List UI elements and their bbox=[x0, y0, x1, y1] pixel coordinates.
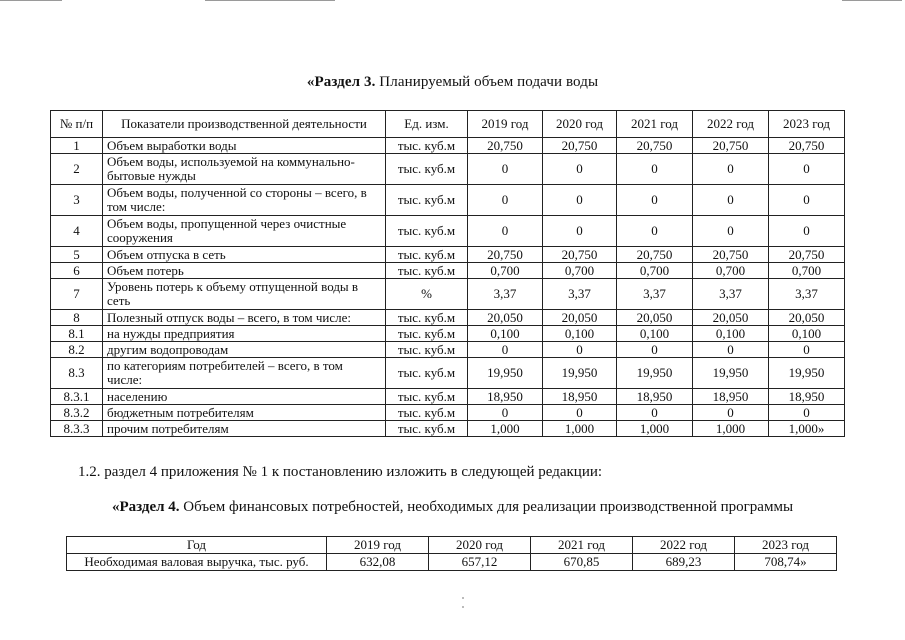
section4-title bbox=[0, 499, 905, 516]
col-header-2023: 2023 год bbox=[735, 537, 837, 554]
value-2023: 3,37 bbox=[769, 279, 845, 310]
value-2022: 0 bbox=[693, 185, 769, 216]
col-header-unit: Ед. изм. bbox=[386, 111, 468, 138]
row-num: 7 bbox=[51, 279, 103, 310]
value-2021: 20,050 bbox=[617, 310, 693, 326]
row-num: 2 bbox=[51, 154, 103, 185]
section4-title-bold: «Раздел 4. bbox=[111, 499, 180, 515]
value-2020: 20,750 bbox=[543, 247, 617, 263]
value-2021: 20,750 bbox=[617, 138, 693, 154]
value-2022: 1,000 bbox=[693, 421, 769, 437]
value-2022: 0,100 bbox=[693, 326, 769, 342]
table-row bbox=[51, 389, 845, 405]
value-2019: 18,950 bbox=[468, 389, 543, 405]
value-2021: 18,950 bbox=[617, 389, 693, 405]
value-2021: 0 bbox=[617, 154, 693, 185]
row-unit: тыс. куб.м bbox=[386, 154, 468, 185]
value-2022: 3,37 bbox=[693, 279, 769, 310]
row-num: 6 bbox=[51, 263, 103, 279]
row-num: 8.1 bbox=[51, 326, 103, 342]
value-2023: 0,100 bbox=[769, 326, 845, 342]
table-header-row bbox=[51, 111, 845, 138]
row-label: бюджетным потребителям bbox=[103, 405, 386, 421]
value-2020: 20,750 bbox=[543, 138, 617, 154]
value-2019: 0 bbox=[468, 216, 543, 247]
row-label: Уровень потерь к объему отпущенной воды в сеть bbox=[103, 279, 386, 310]
financial-needs-table bbox=[66, 536, 837, 571]
row-num: 4 bbox=[51, 216, 103, 247]
col-header-num: № п/п bbox=[51, 111, 103, 138]
value-2019: 632,08 bbox=[327, 554, 429, 571]
row-num: 8 bbox=[51, 310, 103, 326]
value-2022: 0 bbox=[693, 216, 769, 247]
value-2022: 0 bbox=[693, 405, 769, 421]
section3-title-rest: Планируемый объем подачи воды bbox=[375, 74, 599, 90]
value-2021: 0,100 bbox=[617, 326, 693, 342]
row-unit: тыс. куб.м bbox=[386, 216, 468, 247]
value-2019: 3,37 bbox=[468, 279, 543, 310]
col-header-2020: 2020 год bbox=[429, 537, 531, 554]
table-row bbox=[67, 554, 837, 571]
value-2019: 0 bbox=[468, 185, 543, 216]
value-2020: 20,050 bbox=[543, 310, 617, 326]
table-row bbox=[51, 138, 845, 154]
col-header-2022: 2022 год bbox=[633, 537, 735, 554]
row-unit: тыс. куб.м bbox=[386, 389, 468, 405]
row-num: 8.3.2 bbox=[51, 405, 103, 421]
top-rule-right bbox=[842, 0, 902, 1]
col-header-2019: 2019 год bbox=[327, 537, 429, 554]
row-label: Полезный отпуск воды – всего, в том числе: bbox=[103, 310, 386, 326]
col-header-year: Год bbox=[67, 537, 327, 554]
section3-title-bold: «Раздел 3. bbox=[306, 74, 376, 90]
row-num: 1 bbox=[51, 138, 103, 154]
value-2022: 19,950 bbox=[693, 358, 769, 389]
row-unit: тыс. куб.м bbox=[386, 358, 468, 389]
value-2020: 0 bbox=[543, 342, 617, 358]
row-num: 8.3.1 bbox=[51, 389, 103, 405]
value-2020: 19,950 bbox=[543, 358, 617, 389]
row-label: Объем воды, полученной со стороны – всего, в том числе: bbox=[103, 185, 386, 216]
value-2022: 18,950 bbox=[693, 389, 769, 405]
row-unit: тыс. куб.м bbox=[386, 310, 468, 326]
amendment-paragraph: 1.2. раздел 4 приложения № 1 к постановлению изложить в следующей редакции: bbox=[78, 464, 603, 480]
value-2023: 19,950 bbox=[769, 358, 845, 389]
value-2019: 0 bbox=[468, 405, 543, 421]
top-rule-left bbox=[0, 0, 62, 1]
table-row bbox=[51, 247, 845, 263]
value-2020: 0 bbox=[543, 216, 617, 247]
col-header-2021: 2021 год bbox=[531, 537, 633, 554]
value-2019: 0,100 bbox=[468, 326, 543, 342]
col-header-2019: 2019 год bbox=[468, 111, 543, 138]
row-label: Объем отпуска в сеть bbox=[103, 247, 386, 263]
table-row bbox=[51, 263, 845, 279]
col-header-2021: 2021 год bbox=[617, 111, 693, 138]
value-2023: 20,750 bbox=[769, 138, 845, 154]
value-2023: 0 bbox=[769, 405, 845, 421]
value-2023: 0,700 bbox=[769, 263, 845, 279]
row-unit: тыс. куб.м bbox=[386, 342, 468, 358]
value-2020: 0,100 bbox=[543, 326, 617, 342]
value-2023: 0 bbox=[769, 185, 845, 216]
row-unit: тыс. куб.м bbox=[386, 263, 468, 279]
value-2021: 1,000 bbox=[617, 421, 693, 437]
value-2019: 20,750 bbox=[468, 247, 543, 263]
value-2022: 20,750 bbox=[693, 247, 769, 263]
row-label: Объем потерь bbox=[103, 263, 386, 279]
col-header-2023: 2023 год bbox=[769, 111, 845, 138]
value-2023: 0 bbox=[769, 342, 845, 358]
water-supply-table bbox=[50, 110, 845, 437]
row-num: 8.3.3 bbox=[51, 421, 103, 437]
value-2019: 20,050 bbox=[468, 310, 543, 326]
value-2020: 0 bbox=[543, 185, 617, 216]
value-2022: 689,23 bbox=[633, 554, 735, 571]
row-label: Необходимая валовая выручка, тыс. руб. bbox=[67, 554, 327, 571]
row-label: другим водопроводам bbox=[103, 342, 386, 358]
value-2023: 1,000» bbox=[769, 421, 845, 437]
value-2020: 1,000 bbox=[543, 421, 617, 437]
row-label: прочим потребителям bbox=[103, 421, 386, 437]
value-2021: 0 bbox=[617, 216, 693, 247]
value-2021: 20,750 bbox=[617, 247, 693, 263]
value-2019: 0 bbox=[468, 342, 543, 358]
row-unit: тыс. куб.м bbox=[386, 247, 468, 263]
row-label: Объем воды, используемой на коммунально-бытовые нужды bbox=[103, 154, 386, 185]
table-row bbox=[51, 185, 845, 216]
value-2023: 20,750 bbox=[769, 247, 845, 263]
value-2021: 670,85 bbox=[531, 554, 633, 571]
value-2020: 18,950 bbox=[543, 389, 617, 405]
value-2023: 0 bbox=[769, 154, 845, 185]
table-row bbox=[51, 326, 845, 342]
value-2020: 0 bbox=[543, 154, 617, 185]
col-header-2020: 2020 год bbox=[543, 111, 617, 138]
value-2019: 0 bbox=[468, 154, 543, 185]
row-label: Объем выработки воды bbox=[103, 138, 386, 154]
row-label: Объем воды, пропущенной через очистные сооружения bbox=[103, 216, 386, 247]
col-header-indicator: Показатели производственной деятельности bbox=[103, 111, 386, 138]
row-num: 8.3 bbox=[51, 358, 103, 389]
scan-speck bbox=[462, 597, 464, 599]
table-row bbox=[51, 216, 845, 247]
table-row bbox=[51, 342, 845, 358]
section3-title bbox=[0, 74, 905, 91]
row-label: на нужды предприятия bbox=[103, 326, 386, 342]
value-2019: 0,700 bbox=[468, 263, 543, 279]
value-2022: 0 bbox=[693, 154, 769, 185]
row-unit: тыс. куб.м bbox=[386, 421, 468, 437]
section4-title-rest: Объем финансовых потребностей, необходимых для реализации производственной программы bbox=[179, 499, 794, 515]
table-row bbox=[51, 154, 845, 185]
value-2019: 20,750 bbox=[468, 138, 543, 154]
value-2023: 0 bbox=[769, 216, 845, 247]
row-unit: тыс. куб.м bbox=[386, 185, 468, 216]
col-header-2022: 2022 год bbox=[693, 111, 769, 138]
value-2021: 0,700 bbox=[617, 263, 693, 279]
row-num: 5 bbox=[51, 247, 103, 263]
value-2023: 20,050 bbox=[769, 310, 845, 326]
top-rule-middle bbox=[205, 0, 335, 1]
row-unit: тыс. куб.м bbox=[386, 326, 468, 342]
table-row bbox=[51, 405, 845, 421]
value-2021: 0 bbox=[617, 185, 693, 216]
value-2021: 0 bbox=[617, 342, 693, 358]
value-2020: 0,700 bbox=[543, 263, 617, 279]
scan-speck bbox=[462, 606, 464, 608]
row-label: населению bbox=[103, 389, 386, 405]
value-2022: 20,050 bbox=[693, 310, 769, 326]
table-row bbox=[51, 358, 845, 389]
row-unit: тыс. куб.м bbox=[386, 138, 468, 154]
table-row bbox=[51, 421, 845, 437]
row-num: 8.2 bbox=[51, 342, 103, 358]
value-2023: 708,74» bbox=[735, 554, 837, 571]
row-num: 3 bbox=[51, 185, 103, 216]
value-2023: 18,950 bbox=[769, 389, 845, 405]
value-2021: 3,37 bbox=[617, 279, 693, 310]
row-unit: тыс. куб.м bbox=[386, 405, 468, 421]
value-2022: 20,750 bbox=[693, 138, 769, 154]
value-2020: 3,37 bbox=[543, 279, 617, 310]
table-row bbox=[51, 310, 845, 326]
row-unit: % bbox=[386, 279, 468, 310]
row-label: по категориям потребителей – всего, в том числе: bbox=[103, 358, 386, 389]
value-2021: 19,950 bbox=[617, 358, 693, 389]
table-row bbox=[51, 279, 845, 310]
value-2021: 0 bbox=[617, 405, 693, 421]
table-header-row bbox=[67, 537, 837, 554]
value-2020: 0 bbox=[543, 405, 617, 421]
value-2022: 0,700 bbox=[693, 263, 769, 279]
value-2019: 1,000 bbox=[468, 421, 543, 437]
value-2019: 19,950 bbox=[468, 358, 543, 389]
value-2020: 657,12 bbox=[429, 554, 531, 571]
value-2022: 0 bbox=[693, 342, 769, 358]
